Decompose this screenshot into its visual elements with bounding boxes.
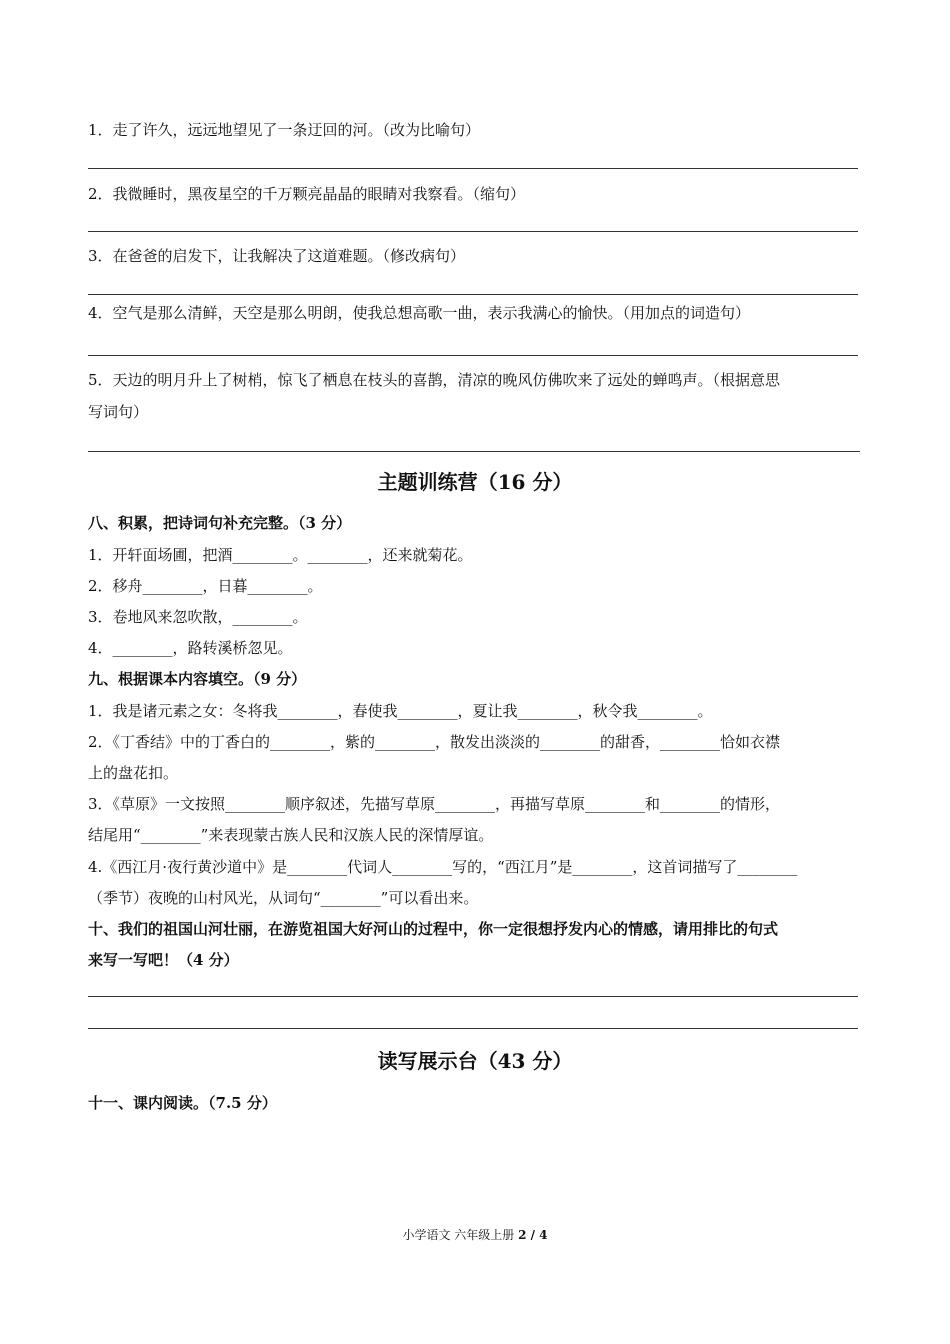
q7-item-5: 5．天边的明月升上了树梢，惊飞了栖息在枝头的喜鹊，清凉的晚风仿佛吹来了远处的蝉鸣声。（根据意思	[88, 371, 781, 389]
q9-title: 九、根据课本内容填空。（9 分）	[88, 670, 307, 688]
answer-line[interactable]	[88, 355, 858, 356]
answer-line[interactable]	[88, 231, 858, 232]
page-number: 2 / 4	[518, 1228, 548, 1242]
q8-title: 八、积累，把诗词句补充完整。（3 分）	[88, 514, 352, 532]
q10-title-cont: 来写一写吧！（4 分）	[88, 951, 239, 969]
footer-text: 小学语文 六年级上册	[402, 1228, 519, 1242]
q7-item-5-cont: 写词句）	[88, 403, 149, 421]
q7-item-1: 1．走了许久，远远地望见了一条迂回的河。（改为比喻句）	[88, 121, 481, 139]
q9-item-4-cont: （季节）夜晚的山村风光，从词句“________”可以看出来。	[88, 889, 479, 907]
answer-line[interactable]	[88, 168, 858, 169]
page-footer	[0, 1226, 950, 1243]
q9-item-4: 4.《西江月·夜行黄沙道中》是________代词人________写的，“西江月”是________，这首词描写了________	[88, 858, 798, 876]
q9-item-2-cont: 上的盘花扣。	[88, 764, 179, 782]
answer-line[interactable]	[88, 1028, 858, 1029]
q11-title: 十一、课内阅读。（7.5 分）	[88, 1094, 277, 1112]
q9-item-2: 2．《丁香结》中的丁香白的________，紫的________，散发出淡淡的________的甜香，________恰如衣襟	[88, 733, 781, 751]
q7-item-3: 3．在爸爸的启发下，让我解决了这道难题。（修改病句）	[88, 247, 466, 265]
q9-item-1: 1．我是诸元素之女：冬将我________，春使我________，夏让我________，秋令我________。	[88, 702, 713, 720]
q10-title: 十、我们的祖国山河壮丽，在游览祖国大好河山的过程中，你一定很想抒发内心的情感，请用排比的句式	[88, 920, 779, 938]
q8-item-3: 3．卷地风来忽吹散，________。	[88, 608, 308, 626]
q7-item-4: 4．空气是那么清鲜，天空是那么明朗，使我总想高歌一曲，表示我满心的愉快。（用加点的词造句）	[88, 304, 751, 322]
q8-item-4: 4．________，路转溪桥忽见。	[88, 639, 293, 657]
q9-item-3: 3．《草原》一文按照________顺序叙述，先描写草原________，再描写草原________和________的情形，	[88, 795, 781, 813]
q8-item-2: 2．移舟________，日暮________。	[88, 577, 323, 595]
q7-item-2: 2．我微睡时，黑夜星空的千万颗亮晶晶的眼睛对我察看。（缩句）	[88, 185, 526, 203]
answer-line[interactable]	[88, 451, 860, 452]
q8-item-1: 1．开轩面场圃，把酒________。________，还来就菊花。	[88, 546, 473, 564]
q9-item-3-cont: 结尾用“________”来表现蒙古族人民和汉族人民的深情厚谊。	[88, 826, 494, 844]
section-title-read-write: 读写展示台（43 分）	[377, 1049, 573, 1073]
section-title-theme-camp: 主题训练营（16 分）	[377, 470, 573, 494]
answer-line[interactable]	[88, 294, 858, 295]
answer-line[interactable]	[88, 996, 858, 997]
